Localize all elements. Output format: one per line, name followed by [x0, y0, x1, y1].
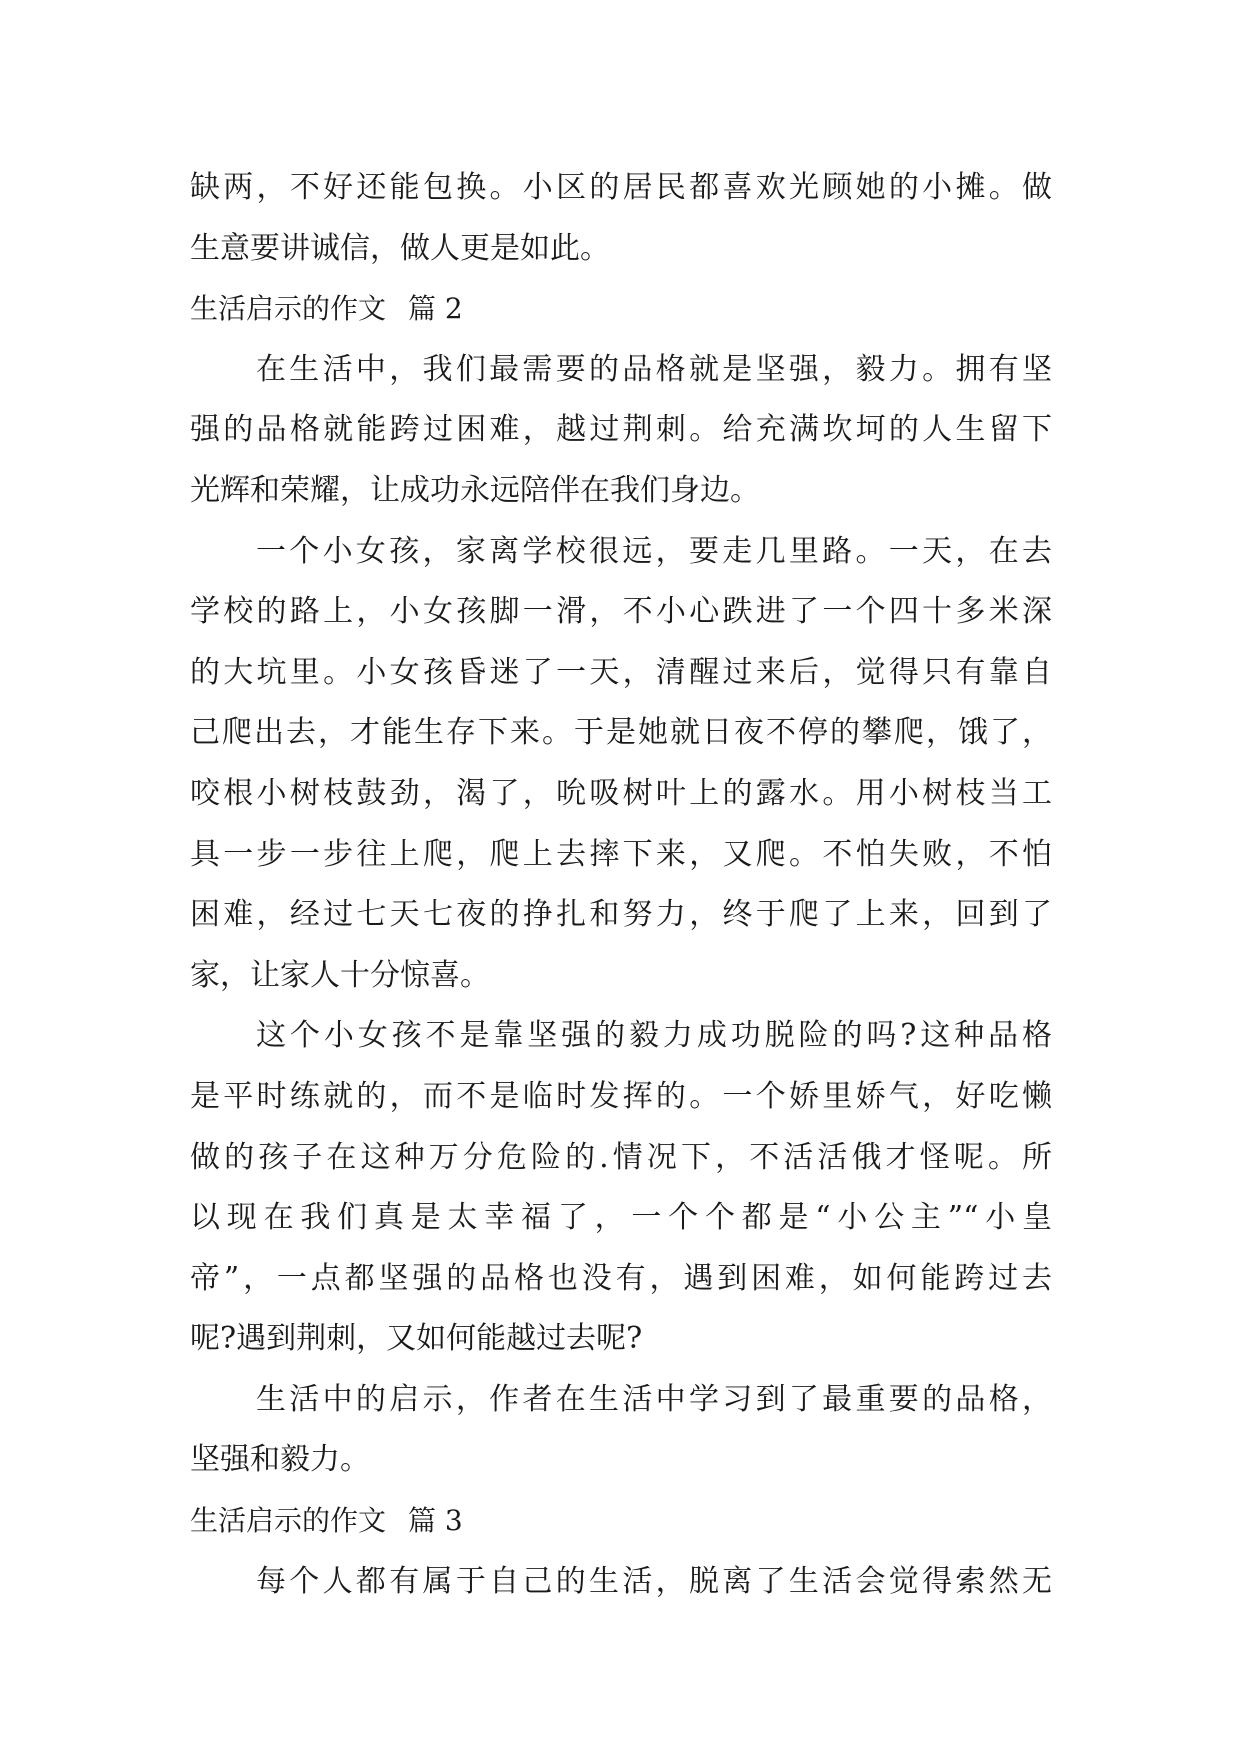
body-text-line: 困难，经过七天七夜的挣扎和努力，终于爬了上来，回到了: [190, 897, 1052, 933]
section-heading: [190, 279, 1052, 340]
section-number: 篇 3: [408, 1504, 463, 1538]
section-number: 篇 2: [408, 292, 463, 326]
body-text-line: 光辉和荣耀，让成功永远陪伴在我们身边。: [190, 472, 760, 508]
body-text-line: 生意要讲诚信，做人更是如此。: [190, 230, 610, 266]
body-text-line: 呢?遇到荆刺，又如何能越过去呢?: [190, 1321, 643, 1357]
body-text-line: 做的孩子在这种万分危险的.情况下，不活活俄才怪呢。所: [190, 1139, 1052, 1175]
body-text-line: 的大坑里。小女孩昏迷了一天，清醒过来后，觉得只有靠自: [190, 654, 1052, 690]
body-text-line: 缺两，不好还能包换。小区的居民都喜欢光顾她的小摊。做: [190, 170, 1052, 205]
paragraph-first-line: 在生活中，我们最需要的品格就是坚强，毅力。拥有坚: [256, 351, 1052, 387]
body-text-line: 学校的路上，小女孩脚一滑，不小心跌进了一个四十多米深: [190, 594, 1052, 630]
body-text-line: 以现在我们真是太幸福了，一个个都是“小公主”“小皇: [190, 1200, 1052, 1236]
section-heading: [190, 1491, 1052, 1552]
paragraph-first-line: 这个小女孩不是靠坚强的毅力成功脱险的吗?这种品格: [256, 1018, 1052, 1054]
body-text-line: 坚强和毅力。: [190, 1442, 370, 1478]
paragraph-first-line: 生活中的启示，作者在生活中学习到了最重要的品格，: [256, 1381, 1052, 1417]
section-title: 生活启示的作文: [190, 1504, 387, 1538]
body-text-line: 强的品格就能跨过困难，越过荆刺。给充满坎坷的人生留下: [190, 412, 1052, 448]
paragraph-first-line: 每个人都有属于自己的生活，脱离了生活会觉得索然无: [256, 1563, 1052, 1599]
document-page: [190, 158, 1052, 1612]
paragraph-first-line: 一个小女孩，家离学校很远，要走几里路。一天，在去: [256, 533, 1052, 569]
body-text-line: 是平时练就的，而不是临时发挥的。一个娇里娇气，好吃懒: [190, 1078, 1052, 1114]
section-title: 生活启示的作文: [190, 292, 387, 326]
body-text-line: 己爬出去，才能生存下来。于是她就日夜不停的攀爬，饿了，: [190, 715, 1052, 751]
body-text-line: 咬根小树枝鼓劲，渴了，吮吸树叶上的露水。用小树枝当工: [190, 775, 1052, 811]
body-text-line: 具一步一步往上爬，爬上去摔下来，又爬。不怕失败，不怕: [190, 836, 1052, 872]
body-text-line: 帝”，一点都坚强的品格也没有，遇到困难，如何能跨过去: [190, 1260, 1052, 1296]
body-text-line: 家，让家人十分惊喜。: [190, 957, 490, 993]
